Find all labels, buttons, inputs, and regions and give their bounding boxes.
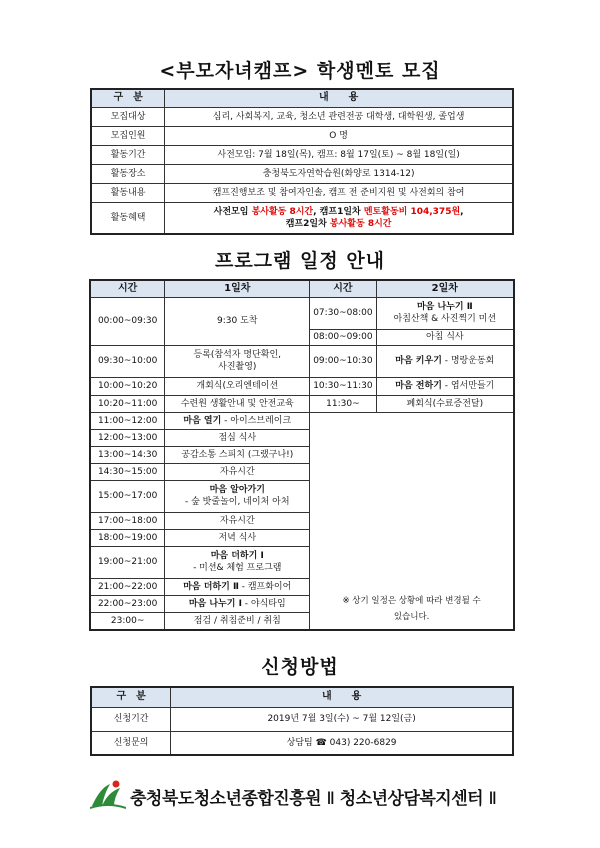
activity-cell: 폐회식(수료증전달) xyxy=(376,395,514,412)
apply-row xyxy=(91,731,513,755)
recruit-row-benefit xyxy=(91,202,513,234)
time-cell: 00:00~09:30 xyxy=(90,297,165,345)
activity-cell: 공감소통 스피치 (그랬구나!) xyxy=(165,446,310,463)
activity-cell: 아침 식사 xyxy=(376,329,514,345)
recruit-label: 모집인원 xyxy=(91,126,165,145)
benefit-part: , 캠프1일차 xyxy=(313,206,364,217)
time-cell: 22:00~23:00 xyxy=(90,595,165,612)
recruit-value: 심리, 사회복지, 교육, 청소년 관련전공 대학생, 대학원생, 졸업생 xyxy=(165,107,513,126)
apply-row xyxy=(91,707,513,731)
activity-text: 사진촬영) xyxy=(218,362,257,372)
apply-header-content: 내 용 xyxy=(171,687,513,707)
apply-header-category: 구 분 xyxy=(91,687,171,707)
benefit-part: 사전모임 xyxy=(213,206,252,217)
activity-text: - 아이스브레이크 xyxy=(221,415,292,426)
time-cell: 10:20~11:00 xyxy=(90,395,165,412)
activity-text: - 야식타임 xyxy=(241,598,286,609)
activity-cell xyxy=(165,345,310,377)
recruit-label: 활동내용 xyxy=(91,183,165,202)
time-cell: 18:00~19:00 xyxy=(90,529,165,546)
activity-text: - 엽서만들기 xyxy=(441,381,495,391)
schedule-header-time1: 시간 xyxy=(90,280,165,297)
schedule-header-day2: 2일차 xyxy=(376,280,514,297)
benefit-part: 캠프2일차 xyxy=(285,218,330,229)
time-cell: 08:00~09:00 xyxy=(310,329,376,345)
time-cell: 13:00~14:30 xyxy=(90,446,165,463)
activity-bold: 마음 알아가기 xyxy=(209,485,265,495)
activity-cell: 9:30 도착 xyxy=(165,297,310,345)
activity-cell: 점심 식사 xyxy=(165,429,310,446)
activity-bold: 마음 나누기 Ⅱ xyxy=(416,302,473,312)
time-cell: 15:00~17:00 xyxy=(90,480,165,512)
schedule-note xyxy=(310,412,514,630)
time-cell: 10:30~11:30 xyxy=(310,377,376,395)
activity-text: - 명랑운동회 xyxy=(441,356,495,366)
time-cell: 19:00~21:00 xyxy=(90,546,165,578)
activity-text: - 미션& 체험 프로그램 xyxy=(193,563,282,573)
recruit-table xyxy=(90,88,514,235)
recruit-value: O 명 xyxy=(165,126,513,145)
recruit-label: 활동혜택 xyxy=(91,202,165,234)
recruit-title: <부모자녀캠프> 학생멘토 모집 xyxy=(159,60,441,82)
activity-cell xyxy=(376,377,514,395)
footer xyxy=(0,770,600,814)
benefit-part: , xyxy=(460,206,464,217)
apply-value: 상담팀 ☎ 043) 220-6829 xyxy=(171,731,513,755)
activity-cell: 저녁 식사 xyxy=(165,529,310,546)
recruit-row xyxy=(91,183,513,202)
schedule-title: 프로그램 일정 안내 xyxy=(214,250,386,272)
time-cell: 14:30~15:00 xyxy=(90,463,165,480)
activity-cell xyxy=(165,578,310,595)
activity-bold: 마음 열기 xyxy=(183,415,222,426)
recruit-label: 활동기간 xyxy=(91,145,165,164)
recruit-benefit-value xyxy=(165,202,513,234)
benefit-highlight: 봉사활동 8시간 xyxy=(329,218,392,229)
recruit-label: 모집대상 xyxy=(91,107,165,126)
activity-bold: 마음 나누기 Ⅰ xyxy=(188,598,242,609)
recruit-row xyxy=(91,164,513,183)
recruit-row xyxy=(91,145,513,164)
recruit-value: 충청북도자연학습원(화양로 1314-12) xyxy=(165,164,513,183)
activity-text: - 캠프화이어 xyxy=(238,581,292,592)
activity-text: - 숲 밧줄놀이, 네이처 아처 xyxy=(185,497,290,507)
organization-logo-icon xyxy=(90,778,126,810)
time-cell: 12:00~13:00 xyxy=(90,429,165,446)
activity-cell: 자유시간 xyxy=(165,463,310,480)
apply-value: 2019년 7월 3일(수) ~ 7월 12일(금) xyxy=(171,707,513,731)
note-line: 있습니다. xyxy=(393,612,430,622)
apply-label: 신청기간 xyxy=(91,707,171,731)
time-cell: 09:30~10:00 xyxy=(90,345,165,377)
activity-cell xyxy=(165,546,310,578)
activity-bold: 마음 전하기 xyxy=(395,381,442,391)
time-cell: 17:00~18:00 xyxy=(90,512,165,529)
recruit-label: 활동장소 xyxy=(91,164,165,183)
activity-cell: 자유시간 xyxy=(165,512,310,529)
benefit-highlight: 멘토활동비 104,375원 xyxy=(363,206,461,217)
time-cell: 21:00~22:00 xyxy=(90,578,165,595)
recruit-header-category: 구 분 xyxy=(91,89,165,107)
recruit-row xyxy=(91,126,513,145)
recruit-header-content: 내 용 xyxy=(165,89,513,107)
apply-label: 신청문의 xyxy=(91,731,171,755)
activity-cell: 수련원 생활안내 및 안전교육 xyxy=(165,395,310,412)
note-line: ※ 상기 일정은 상황에 따라 변경될 수 xyxy=(342,596,481,606)
apply-title: 신청방법 xyxy=(261,656,339,678)
activity-text: 등록(참석자 명단확인, xyxy=(193,350,282,360)
schedule-header-day1: 1일차 xyxy=(165,280,310,297)
schedule-table xyxy=(89,279,515,631)
activity-text: 아침산책 & 사진찍기 미션 xyxy=(393,314,497,324)
activity-cell xyxy=(165,595,310,612)
time-cell: 11:30~ xyxy=(310,395,376,412)
time-cell: 07:30~08:00 xyxy=(310,297,376,329)
time-cell: 23:00~ xyxy=(90,612,165,630)
time-cell: 09:00~10:30 xyxy=(310,345,376,377)
recruit-value: 캠프진행보조 및 참여자인솔, 캠프 전 준비지원 및 사전회의 참여 xyxy=(165,183,513,202)
time-cell: 11:00~12:00 xyxy=(90,412,165,429)
recruit-value: 사전모임: 7월 18일(목), 캠프: 8월 17일(토) ~ 8월 18일(일) xyxy=(165,145,513,164)
time-cell: 10:00~10:20 xyxy=(90,377,165,395)
activity-cell xyxy=(376,345,514,377)
activity-bold: 마음 더하기 Ⅱ xyxy=(183,581,239,592)
activity-cell: 개회식(오리엔테이션 xyxy=(165,377,310,395)
apply-table xyxy=(90,686,514,756)
activity-cell xyxy=(376,297,514,329)
benefit-highlight: 봉사활동 8시간 xyxy=(251,206,314,217)
footer-org-name: 충청북도청소년종합진흥원 ǁ 청소년상담복지센터 ǁ xyxy=(130,789,497,809)
activity-cell xyxy=(165,480,310,512)
schedule-header-time2: 시간 xyxy=(310,280,376,297)
activity-cell: 점검 / 취침준비 / 취침 xyxy=(165,612,310,630)
activity-cell xyxy=(165,412,310,429)
activity-bold: 마음 더하기 Ⅰ xyxy=(210,551,264,561)
recruit-row xyxy=(91,107,513,126)
activity-bold: 마음 키우기 xyxy=(395,356,442,366)
